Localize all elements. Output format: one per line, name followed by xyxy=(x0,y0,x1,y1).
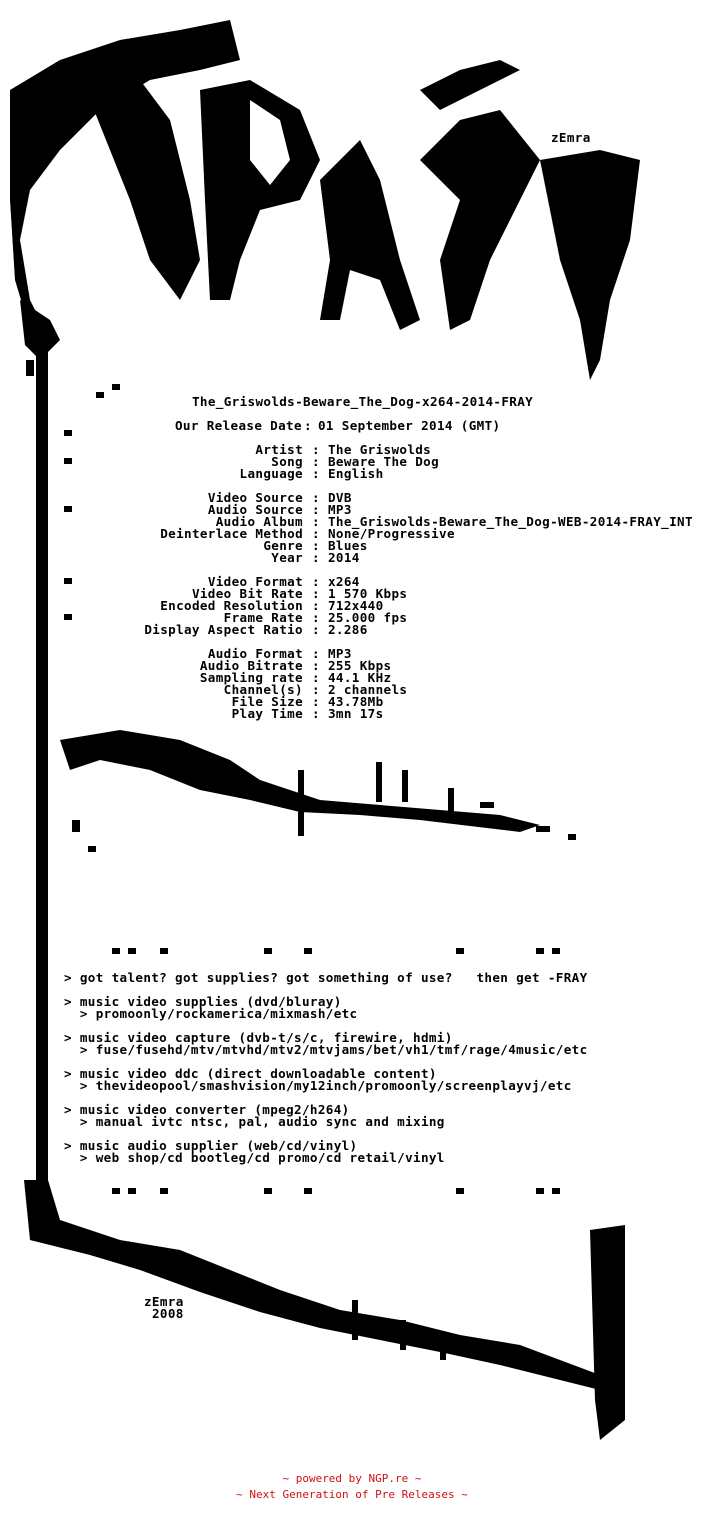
info-value: 44.1 KHz xyxy=(328,670,392,685)
info-label: Video Bit Rate xyxy=(191,586,303,601)
recruit-item-title: > music audio supplier (web/cd/vinyl) xyxy=(64,1138,358,1153)
recruit-item-title: > music video supplies (dvd/bluray) xyxy=(64,994,342,1009)
info-separator: : xyxy=(312,694,320,709)
info-value: Blues xyxy=(328,538,368,553)
release-name: The_Griswolds-Beware_The_Dog-x264-2014-FRAY xyxy=(192,394,534,409)
info-label: Year xyxy=(271,550,303,565)
info-label: Encoded Resolution xyxy=(160,598,303,613)
info-separator: : xyxy=(312,706,320,721)
info-separator: : xyxy=(312,538,320,553)
info-value: 25.000 fps xyxy=(328,610,408,625)
info-separator: : xyxy=(312,658,320,673)
info-separator: : xyxy=(312,514,320,529)
info-value: MP3 xyxy=(328,502,352,517)
info-separator: : xyxy=(312,622,320,637)
signature-top: zEmra xyxy=(551,130,591,145)
info-label: Deinterlace Method xyxy=(160,526,303,541)
info-value: 1 570 Kbps xyxy=(328,586,408,601)
info-label: Audio Album xyxy=(215,514,303,529)
signature-bottom-year: 2008 xyxy=(152,1306,184,1321)
recruit-item-title: > music video converter (mpeg2/h264) xyxy=(64,1102,350,1117)
recruit-item-detail: > fuse/fusehd/mtv/mtvhd/mtv2/mtvjams/bet/vh1/tmf/rage/4music/etc xyxy=(64,1042,588,1057)
info-label: Genre xyxy=(263,538,303,553)
info-separator: : xyxy=(312,466,320,481)
recruit-item-title: > music video ddc (direct downloadable content) xyxy=(64,1066,437,1081)
info-separator: : xyxy=(312,490,320,505)
info-separator: : xyxy=(312,646,320,661)
info-separator: : xyxy=(312,502,320,517)
release-date-label: Our Release Date xyxy=(175,418,302,433)
info-value: MP3 xyxy=(328,646,352,661)
info-value: Beware The Dog xyxy=(328,454,440,469)
info-separator: : xyxy=(312,598,320,613)
info-separator: : xyxy=(312,550,320,565)
footer-tagline: ~ Next Generation of Pre Releases ~ xyxy=(236,1488,468,1501)
info-label: Display Aspect Ratio xyxy=(144,622,303,637)
info-label: Audio Format xyxy=(207,646,303,661)
info-value: None/Progressive xyxy=(328,526,455,541)
info-value: 2 channels xyxy=(328,682,408,697)
info-label: Video Source xyxy=(207,490,303,505)
info-value: The_Griswolds-Beware_The_Dog-WEB-2014-FRAY_INT xyxy=(328,514,693,529)
info-separator: : xyxy=(312,670,320,685)
info-label: Audio Source xyxy=(207,502,303,517)
info-value: 43.78Mb xyxy=(328,694,384,709)
info-label: Audio Bitrate xyxy=(199,658,303,673)
info-value: 2.286 xyxy=(328,622,368,637)
release-date-value: 01 September 2014 (GMT) xyxy=(318,418,501,433)
info-label: Video Format xyxy=(207,574,303,589)
recruit-item-detail: > web shop/cd bootleg/cd promo/cd retail/vinyl xyxy=(64,1150,445,1165)
info-value: 3mn 17s xyxy=(328,706,384,721)
info-separator: : xyxy=(312,526,320,541)
signature-bottom-name: zEmra xyxy=(144,1294,184,1309)
recruit-item-detail: > manual ivtc ntsc, pal, audio sync and mixing xyxy=(64,1114,445,1129)
release-date-sep: : xyxy=(304,418,312,433)
info-separator: : xyxy=(312,442,320,457)
info-value: x264 xyxy=(328,574,360,589)
recruit-item-detail: > thevideopool/smashvision/my12inch/promoonly/screenplayvj/etc xyxy=(64,1078,572,1093)
info-label: Artist xyxy=(255,442,303,457)
info-separator: : xyxy=(312,682,320,697)
info-value: The Griswolds xyxy=(328,442,432,457)
recruit-item-detail: > promoonly/rockamerica/mixmash/etc xyxy=(64,1006,358,1021)
info-value: 255 Kbps xyxy=(328,658,392,673)
info-separator: : xyxy=(312,574,320,589)
info-separator: : xyxy=(312,610,320,625)
info-value: English xyxy=(328,466,384,481)
info-value: DVB xyxy=(328,490,352,505)
info-value: 712x440 xyxy=(328,598,384,613)
recruit-headline: > got talent? got supplies? got something of use? then get -FRAY xyxy=(64,970,588,985)
info-label: Channel(s) xyxy=(223,682,303,697)
info-label: Play Time xyxy=(231,706,303,721)
info-label: Language xyxy=(239,466,303,481)
info-value: 2014 xyxy=(328,550,360,565)
info-label: Frame Rate xyxy=(223,610,303,625)
info-separator: : xyxy=(312,454,320,469)
info-separator: : xyxy=(312,586,320,601)
recruit-item-title: > music video capture (dvb-t/s/c, firewire, hdmi) xyxy=(64,1030,453,1045)
info-label: Sampling rate xyxy=(199,670,303,685)
info-label: File Size xyxy=(231,694,303,709)
info-label: Song xyxy=(271,454,303,469)
footer-powered-by: ~ powered by NGP.re ~ xyxy=(282,1472,422,1485)
